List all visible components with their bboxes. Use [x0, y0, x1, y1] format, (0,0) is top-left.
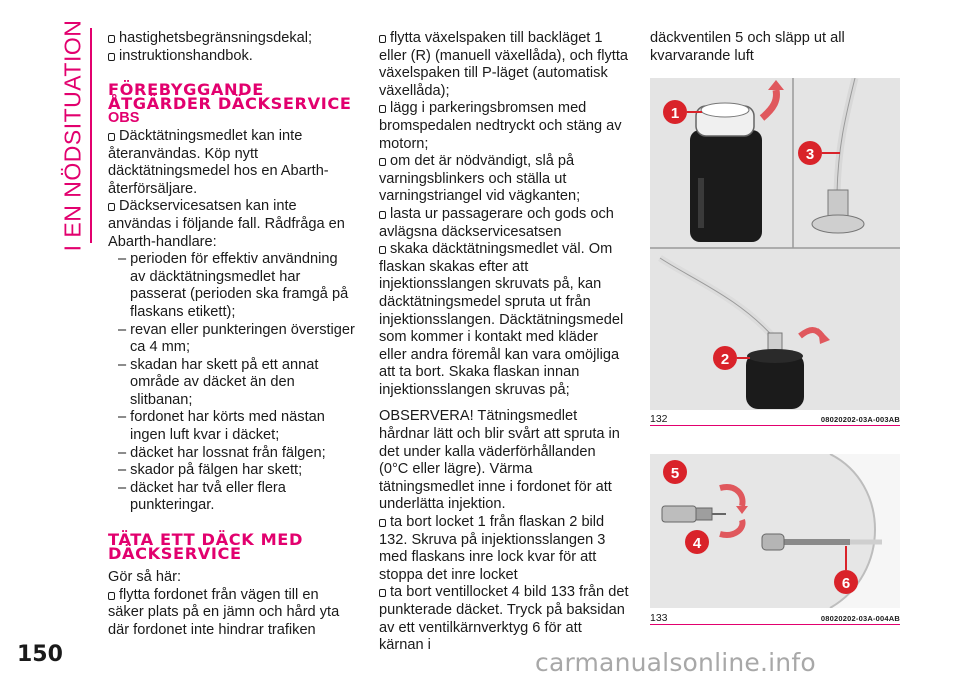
callout-5	[663, 460, 687, 484]
callout-4-label: 4	[692, 535, 702, 552]
section-label-text: I EN NÖDSITUATION	[59, 19, 86, 252]
sealant-bottle-illustration	[650, 78, 900, 410]
dash-item: – revan eller punkteringen överstiger ca 4 mm;	[118, 321, 355, 356]
page-number: 150	[17, 642, 63, 667]
step-item: ta bort locket 1 från flaskan 2 bild 132. Skruva på injektionsslangen 3 med flaskans inre lock kvar för att stoppa det inre locket	[379, 514, 629, 584]
figure-132	[650, 78, 900, 410]
step-item: flytta växelspaken till backläget 1 eller (R) (manuell växellåda), och flytta växelspaken till P-läget (automatisk växellåda);	[379, 30, 628, 99]
section-heading-preventive: FÖREBYGGANDE ÅTGÄRDER DÄCKSERVICE	[108, 80, 352, 113]
callout-3-label: 3	[805, 146, 815, 163]
figure-code: 08020202-03A-003AB	[820, 414, 900, 424]
figure-number: 133	[650, 612, 668, 624]
section-heading-seal-tire: TÄTA ETT DÄCK MED DÄCKSERVICE	[108, 530, 303, 563]
step-item: flytta fordonet från vägen till en säker plats på en jämn och hård yta där fordonet inte hindrar trafiken	[108, 587, 356, 640]
section-rule	[90, 28, 92, 243]
watermark: carmanualsonline.info	[535, 648, 816, 677]
figure-133-caption	[650, 612, 900, 625]
obs-item: Däcktätningsmedlet kan inte återanvändas. Köp nytt däcktätningsmedel hos en Abarth-återförsäljare.	[108, 128, 356, 198]
step-item: lägg i parkeringsbromsen med bromspedalen nedtryckt och stäng av motorn;	[379, 100, 629, 153]
valve-tool-illustration	[650, 454, 900, 608]
column-2	[379, 30, 629, 655]
dash-item: – däcket har två eller flera punkteringar.	[118, 479, 286, 514]
callout-6-label: 6	[841, 575, 851, 592]
note-text: OBSERVERA! Tätningsmedlet hårdnar lätt och blir svårt att spruta in det under kalla väderförhållanden (0°C eller lägre). Värma tätningsmedlet inne i fordonet för att underlätta injektion.	[379, 408, 620, 513]
callout-2-label: 2	[720, 351, 730, 368]
section-label	[58, 19, 88, 252]
list-item: hastighetsbegränsningsdekal;	[108, 30, 356, 48]
step-item: om det är nödvändigt, slå på varningsblinkers och ställa ut varningstriangel vid vägkanten;	[379, 153, 629, 206]
callout-1-label: 1	[670, 105, 680, 122]
figure-number: 132	[650, 413, 668, 425]
figure-132-caption	[650, 413, 900, 426]
obs-item: Däckservicesatsen kan inte användas i följande fall. Rådfråga en Abarth-handlare:	[108, 198, 356, 251]
obs-label: OBS	[108, 110, 140, 127]
dash-item: – skadan har skett på ett annat område av däcket än den slitbanan;	[118, 356, 319, 408]
dash-item: – perioden för effektiv användning av däcktätningsmedlet har passerat (perioden ska framgå på flaskans etikett);	[118, 251, 349, 320]
figure-133	[650, 454, 900, 608]
dash-item: – skador på fälgen har skett;	[118, 462, 303, 479]
figure-code: 08020202-03A-004AB	[820, 613, 900, 623]
step-item: lasta ur passagerare och gods och avlägsna däckservicesatsen	[379, 206, 629, 241]
dash-item: – fordonet har körts med nästan ingen luft kvar i däcket;	[118, 409, 325, 444]
column-1	[108, 30, 356, 640]
continued-text: däckventilen 5 och släpp ut all kvarvarande luft	[650, 30, 845, 64]
step-item: ta bort ventillocket 4 bild 133 från det punkterade däcket. Tryck på baksidan av ett ventilkärnverktyg 6 för att kärnan i	[379, 584, 629, 654]
callout-4	[685, 530, 709, 554]
list-item: instruktionshandbok.	[108, 48, 356, 66]
dash-item: – däcket har lossnat från fälgen;	[118, 444, 326, 461]
callout-5-label: 5	[670, 465, 680, 482]
step-item: skaka däcktätningsmedlet väl. Om flaskan skakas efter att injektionsslangen skruvats på, kan däcktätningsmedel spruta ut från injektionsslangen. Däcktätningsmedel som kommer i kontakt med kläder eller andra föremål kan vara omöjliga att ta bort. Skaka flaskan innan injektionsslangen skruvas på;	[379, 241, 629, 399]
intro-text: Gör så här:	[108, 569, 181, 586]
column-3	[650, 30, 900, 65]
